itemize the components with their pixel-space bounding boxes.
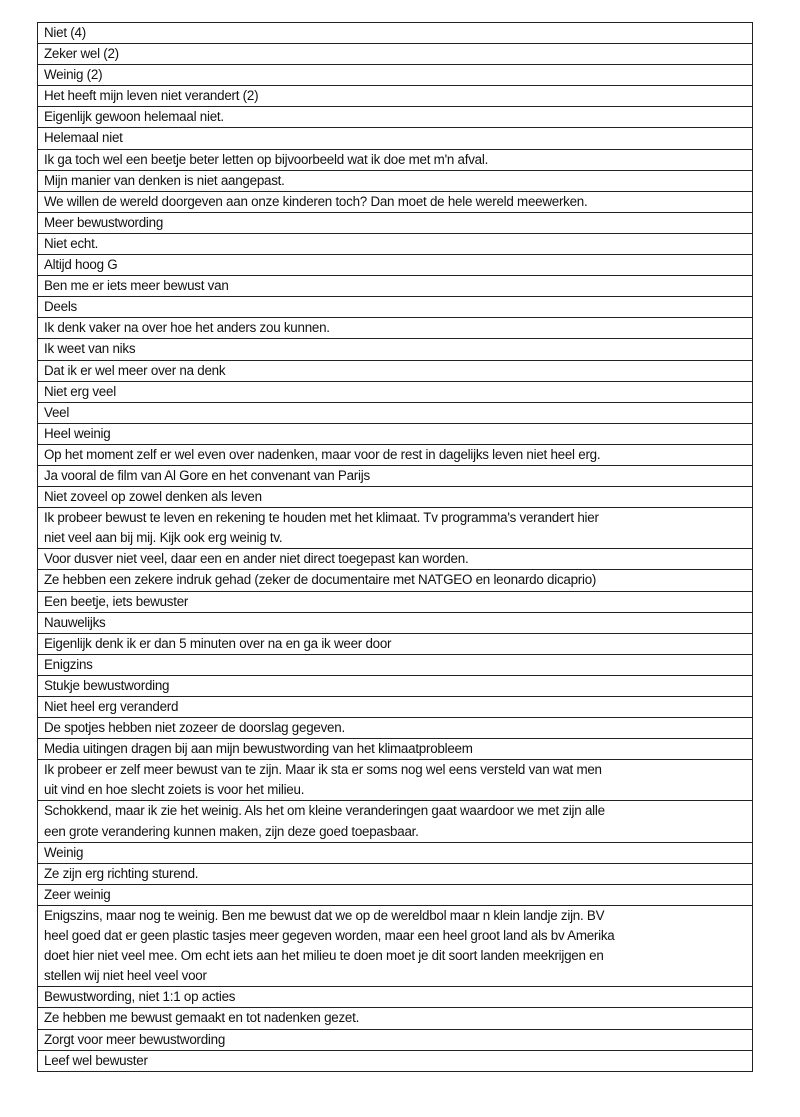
- response-cell: [38, 884, 753, 905]
- response-text-line: Ik probeer bewust te leven en rekening te houden met het klimaat. Tv programma's verandert hier: [44, 510, 599, 526]
- response-cell: [38, 842, 753, 863]
- response-cell: [38, 191, 753, 212]
- response-text-line: Zeer weinig: [44, 886, 111, 902]
- response-text-line: Bewustwording, niet 1:1 op acties: [44, 989, 236, 1005]
- table-row: [38, 233, 753, 254]
- response-text-line: Veel: [44, 404, 70, 420]
- response-text-line: uit vind en hoe slecht zoiets is voor het milieu.: [44, 782, 305, 798]
- response-cell: [38, 508, 753, 549]
- response-cell: [38, 465, 753, 486]
- response-cell: [38, 591, 753, 612]
- response-cell: [38, 549, 753, 570]
- response-text-line: Nauwelijks: [44, 614, 106, 630]
- table-row: [38, 591, 753, 612]
- response-text-line: Weinig (2): [44, 67, 103, 83]
- response-text-line: Helemaal niet: [44, 130, 123, 146]
- table-row: [38, 276, 753, 297]
- response-text-line: De spotjes hebben niet zozeer de doorslag gegeven.: [44, 720, 345, 736]
- response-cell: [38, 423, 753, 444]
- table-row: [38, 549, 753, 570]
- response-text-line: We willen de wereld doorgeven aan onze kinderen toch? Dan moet de hele wereld meewerken.: [44, 193, 588, 209]
- response-cell: [38, 212, 753, 233]
- response-cell: [38, 1008, 753, 1029]
- response-text-line: Op het moment zelf er wel even over nadenken, maar voor de rest in dagelijks leven niet heel erg.: [44, 446, 601, 462]
- response-text-line: Leef wel bewuster: [44, 1052, 148, 1068]
- table-row: [38, 760, 753, 801]
- table-row: [38, 612, 753, 633]
- response-text-line: Ben me er iets meer bewust van: [44, 278, 229, 294]
- response-cell: [38, 297, 753, 318]
- response-text-line: Niet echt.: [44, 235, 99, 251]
- response-text-line: Niet heel erg veranderd: [44, 699, 179, 714]
- response-cell: [38, 487, 753, 508]
- table-row: [38, 633, 753, 654]
- response-text-line: Eigenlijk denk ik er dan 5 minuten over na en ga ik weer door: [44, 635, 392, 651]
- response-text-line: doet hier niet veel mee. Om echt iets aan het milieu te doen moet je dit soort landen meekrijgen en: [44, 948, 604, 964]
- response-cell: [38, 107, 753, 128]
- table-row: [38, 297, 753, 318]
- response-text-line: Een beetje, iets bewuster: [44, 593, 189, 609]
- table-row: [38, 842, 753, 863]
- response-cell: [38, 570, 753, 591]
- response-text-line: Mijn manier van denken is niet aangepast.: [44, 172, 285, 188]
- response-text-line: Ze hebben me bewust gemaakt en tot nadenken gezet.: [44, 1010, 360, 1026]
- table-row: [38, 987, 753, 1008]
- response-cell: [38, 23, 753, 44]
- table-row: [38, 654, 753, 675]
- response-text-line: stellen wij niet heel veel voor: [44, 968, 207, 984]
- response-cell: [38, 612, 753, 633]
- response-cell: [38, 86, 753, 107]
- response-text-line: een grote verandering kunnen maken, zijn deze goed toepasbaar.: [44, 823, 419, 839]
- table-row: [38, 508, 753, 549]
- table-row: [38, 570, 753, 591]
- responses-table-body: [38, 23, 753, 1072]
- response-text-line: Heel weinig: [44, 425, 111, 441]
- table-row: [38, 884, 753, 905]
- response-cell: [38, 444, 753, 465]
- response-cell: [38, 675, 753, 696]
- table-row: [38, 739, 753, 760]
- table-row: [38, 801, 753, 842]
- table-row: [38, 360, 753, 381]
- response-text-line: Schokkend, maar ik zie het weinig. Als het om kleine veranderingen gaat waardoor we met zijn alle: [44, 803, 605, 819]
- response-cell: [38, 170, 753, 191]
- response-cell: [38, 760, 753, 801]
- table-row: [38, 128, 753, 149]
- response-text-line: Deels: [44, 299, 77, 315]
- response-cell: [38, 128, 753, 149]
- response-cell: [38, 381, 753, 402]
- table-row: [38, 675, 753, 696]
- response-cell: [38, 44, 753, 65]
- response-text-line: Media uitingen dragen bij aan mijn bewustwording van het klimaatprobleem: [44, 741, 473, 757]
- response-text-line: Ik weet van niks: [44, 341, 136, 357]
- response-cell: [38, 633, 753, 654]
- response-cell: [38, 905, 753, 986]
- response-text-line: Het heeft mijn leven niet verandert (2): [44, 88, 259, 104]
- response-text-line: Weinig: [44, 844, 84, 860]
- response-cell: [38, 739, 753, 760]
- response-text-line: Meer bewustwording: [44, 214, 164, 230]
- table-row: [38, 149, 753, 170]
- table-row: [38, 65, 753, 86]
- responses-table: [37, 22, 753, 1072]
- response-text-line: Zorgt voor meer bewustwording: [44, 1031, 226, 1047]
- response-text-line: Enigzins: [44, 656, 93, 672]
- response-text-line: Niet erg veel: [44, 383, 116, 399]
- table-row: [38, 212, 753, 233]
- table-row: [38, 191, 753, 212]
- response-cell: [38, 987, 753, 1008]
- response-cell: [38, 1029, 753, 1050]
- response-text-line: Voor dusver niet veel, daar een en ander niet direct toegepast kan worden.: [44, 551, 469, 567]
- response-text-line: Ze zijn erg richting sturend.: [44, 865, 199, 881]
- response-cell: [38, 654, 753, 675]
- response-cell: [38, 276, 753, 297]
- table-row: [38, 107, 753, 128]
- table-row: [38, 1050, 753, 1071]
- table-row: [38, 1029, 753, 1050]
- table-row: [38, 44, 753, 65]
- table-row: [38, 255, 753, 276]
- table-row: [38, 697, 753, 718]
- response-text-line: Dat ik er wel meer over na denk: [44, 362, 226, 378]
- table-row: [38, 487, 753, 508]
- response-text-line: Stukje bewustwording: [44, 677, 170, 693]
- response-cell: [38, 255, 753, 276]
- table-row: [38, 402, 753, 423]
- response-cell: [38, 339, 753, 360]
- response-cell: [38, 801, 753, 842]
- response-cell: [38, 318, 753, 339]
- response-cell: [38, 360, 753, 381]
- table-row: [38, 339, 753, 360]
- response-text-line: Ik probeer er zelf meer bewust van te zijn. Maar ik sta er soms nog wel eens versteld van wat men: [44, 762, 602, 778]
- response-cell: [38, 863, 753, 884]
- response-text-line: Niet zoveel op zowel denken als leven: [44, 489, 262, 505]
- response-cell: [38, 65, 753, 86]
- response-text-line: Ik ga toch wel een beetje beter letten op bijvoorbeeld wat ik doe met m'n afval.: [44, 151, 489, 167]
- table-row: [38, 863, 753, 884]
- table-row: [38, 444, 753, 465]
- response-cell: [38, 402, 753, 423]
- table-row: [38, 465, 753, 486]
- response-cell: [38, 718, 753, 739]
- table-row: [38, 423, 753, 444]
- response-text-line: Zeker wel (2): [44, 46, 119, 62]
- response-cell: [38, 697, 753, 718]
- table-row: [38, 1008, 753, 1029]
- table-row: [38, 381, 753, 402]
- response-text-line: heel goed dat er geen plastic tasjes meer gegeven worden, maar een heel groot land als bv Amerika: [44, 928, 615, 944]
- table-row: [38, 170, 753, 191]
- response-text-line: Ze hebben een zekere indruk gehad (zeker de documentaire met NATGEO en leonardo dicaprio): [44, 572, 597, 588]
- response-text-line: Niet (4): [44, 25, 86, 40]
- table-row: [38, 23, 753, 44]
- response-text-line: niet veel aan bij mij. Kijk ook erg weinig tv.: [44, 530, 283, 546]
- response-text-line: Ik denk vaker na over hoe het anders zou kunnen.: [44, 320, 330, 336]
- response-text-line: Eigenlijk gewoon helemaal niet.: [44, 109, 224, 125]
- table-row: [38, 718, 753, 739]
- response-cell: [38, 1050, 753, 1071]
- response-cell: [38, 149, 753, 170]
- table-row: [38, 905, 753, 986]
- response-cell: [38, 233, 753, 254]
- response-text-line: Ja vooral de film van Al Gore en het convenant van Parijs: [44, 467, 370, 483]
- table-row: [38, 86, 753, 107]
- table-row: [38, 318, 753, 339]
- response-text-line: Altijd hoog G: [44, 257, 118, 273]
- response-text-line: Enigszins, maar nog te weinig. Ben me bewust dat we op de wereldbol maar n klein landje zijn. BV: [44, 907, 605, 923]
